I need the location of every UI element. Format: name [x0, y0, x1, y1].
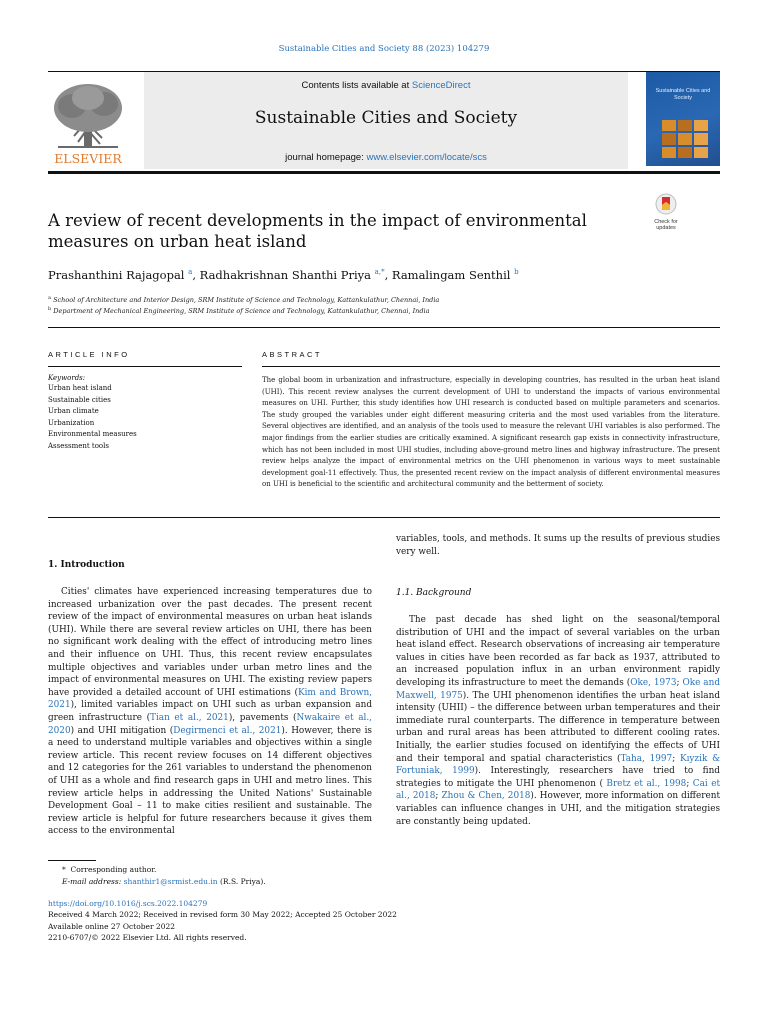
online-date: Available online 27 October 2022	[48, 921, 176, 931]
keywords-label: Keywords:	[48, 374, 86, 382]
elsevier-logo	[48, 78, 128, 166]
citation-link[interactable]: Cai et al., 2018	[396, 778, 721, 802]
citation-link[interactable]: Nwakaire et al., 2020	[48, 712, 372, 736]
doi-link[interactable]: https://doi.org/10.1016/j.scs.2022.104279	[48, 899, 208, 908]
running-head: Sustainable Cities and Society 88 (2023) 104279	[278, 44, 490, 54]
article-info-heading: ARTICLE INFO	[48, 350, 130, 359]
cover-title: Sustainable Cities and Society	[655, 88, 711, 101]
crossmark-icon	[655, 193, 677, 215]
abstract-rule	[262, 366, 720, 367]
email-label: E-mail address:	[62, 877, 122, 887]
citation-link[interactable]: Zhou & Chen, 2018	[441, 791, 531, 802]
copyright-line: 2210-6707/© 2022 Elsevier Ltd. All rights reserved.	[48, 932, 247, 942]
background-paragraph: The past decade has shed light on the seasonal/temporal distribution of UHI and the impact of several variables on the urban heat island effect. Research observations of increasing air temperature values in cities have been recorded as far back as 1937, attributed to an increased population influx in an urban environment rapidly developing its infrastructure to meet the demands (Oke, 1973; Oke and Maxwell, 1975). The UHI phenomenon identifies the urban heat island intensity (UHII) – the difference between urban temperatures and their immediate rural counterparts. The difference in temperature between urban and rural areas has been attributed to different cooling rates. Initially, the earlier studies focused on identifying the effects of UHI and their temporal and spatial characteristics (Taha, 1997; Kıyzik & Fortuniak, 1999). Interestingly, researchers have tried to find strategies to mitigate the UHI phenomenon ( Bretz et al., 1998; Cai et al., 2018; Zhou & Chen, 2018). However, more information on different variables can influence changes in UHI, and the mitigation strategies are constantly being updated.	[396, 615, 721, 827]
keyword-item: Environmental measures	[48, 430, 137, 439]
article-metadata	[48, 898, 397, 943]
abstract-heading: ABSTRACT	[262, 350, 323, 359]
citation-link[interactable]: Degirmenci et al., 2021	[173, 725, 282, 736]
author-affiliation-mark[interactable]: a	[188, 268, 193, 277]
keyword-item: Assessment tools	[48, 441, 109, 450]
citation-link[interactable]: Oke and Maxwell, 1975	[396, 677, 720, 701]
citation-link[interactable]: Oke, 1973	[630, 677, 677, 688]
journal-title: Sustainable Cities and Society	[254, 108, 518, 128]
author-name[interactable]: Prashanthini Rajagopal	[48, 268, 185, 282]
crossmark-line1: Check for	[654, 219, 678, 225]
keyword-item: Urbanization	[48, 418, 95, 427]
citation-link[interactable]: Taha, 1997	[620, 753, 673, 764]
author-email-link[interactable]: shanthir1@srmist.edu.in	[123, 877, 218, 887]
affiliation-a	[48, 295, 688, 304]
keyword-item: Urban climate	[48, 407, 99, 416]
introduction-paragraph: Cities' climates have experienced increasing temperatures due to increased urbanization over the past decades. The present recent review of the impact of environmental measures on urban heat islands (UHI). While there are several review articles on UHI, there has been no significant work dealing with the effect of introducing metro lines and their influence on UHI. Thus, this recent review encapsulates multiple objectives and variables under urban metro lines and the impact of environmental measures on UHI. The existing review papers have provided a detailed account of UHI estimations (Kim and Brown, 2021), limited variables impact on UHI such as urban expansion and green infrastructure (Tian et al., 2021), pavements (Nwakaire et al., 2020) and UHI mitigation (Degirmenci et al., 2021). However, there is a need to understand multiple variables and objectives within a single review article. This recent review focuses on 14 different objectives and 12 categories for the 261 variables to understand the phenomenon of UHI as a whole and find research gaps in UHI and metro lines. This review article helps in addressing the United Nations' Sustainable Development Goal – 11 to make cities resilient and sustainable. The review article is helpful for future researchers because it gives them access to the environmental	[48, 587, 372, 837]
keyword-item: Sustainable cities	[48, 395, 111, 404]
check-for-updates-badge[interactable]	[648, 193, 684, 229]
info-rule	[48, 366, 242, 367]
citation-link[interactable]: Kim and Brown, 2021	[48, 687, 372, 711]
affiliation-text: School of Architecture and Interior Design, SRM Institute of Science and Technology, Kattankulathur, Chennai, India	[53, 296, 440, 305]
info-rule-top	[48, 327, 720, 328]
section-title-introduction: 1. Introduction	[48, 560, 125, 570]
corresponding-mark: *	[62, 865, 66, 874]
journal-cover-image[interactable]	[646, 72, 720, 166]
homepage-line	[144, 152, 628, 163]
keyword-item: Urban heat island	[48, 384, 112, 392]
masthead-rule	[48, 171, 720, 174]
citation-link[interactable]: Tian et al., 2021	[150, 712, 229, 723]
abstract-rule-bottom	[48, 517, 720, 518]
abstract-text: The global boom in urbanization and infrastructure, especially in developing countries, has resulted in the urban heat island (UHI). This recent review analyses the current development of UHI to understand the impacts of various environmental measures on UHI. Further, this study identifies how UHI research is conducted based on multiple parameters and scenarios. The study grouped the variables under eight different measuring criteria and the most used variables from the literature. Several objectives are identified, and an analysis of the tools used to measure the relevant UHI variables is also performed. The major findings from the earlier studies are critically examined. A significant research gap exists in connectivity infrastructure, which has not been included in most UHI studies, including above-ground metro lines and highway infrastructure. The present review helps analyze the impact of environmental metrics on the UHI phenomenon in various ways to meet sustainable development goal-11 effectively. Thus, the presented recent review on the impact analysis of different environmental measures on UHI is beneficial to the scientific and architectural community and the betterment of society.	[262, 376, 720, 489]
elsevier-wordmark: ELSEVIER	[54, 151, 122, 166]
citation-link[interactable]: Bretz et al., 1998	[606, 778, 687, 789]
contents-prefix: Contents lists available at	[301, 80, 412, 91]
sciencedirect-link[interactable]: ScienceDirect	[411, 80, 471, 91]
email-suffix: (R.S. Priya).	[217, 877, 266, 887]
elsevier-tree-icon	[48, 78, 128, 166]
footnotes	[48, 864, 266, 889]
right-column-continuation: variables, tools, and methods. It sums up the results of previous studies very well.	[396, 534, 720, 557]
keyword-list	[48, 383, 137, 453]
author-name[interactable]: Ramalingam Senthil	[391, 268, 511, 282]
affiliation-mark: b	[48, 306, 52, 312]
author-name[interactable]: Radhakrishnan Shanthi Priya	[199, 268, 372, 282]
author-affiliation-mark[interactable]: b	[514, 268, 519, 277]
citation-link[interactable]: Kıyzik & Fortuniak, 1999	[396, 753, 720, 777]
homepage-prefix: journal homepage:	[285, 152, 367, 163]
affiliation-b	[48, 306, 688, 315]
footnote-rule	[48, 860, 96, 861]
author-affiliation-mark[interactable]: a,*	[374, 268, 385, 277]
author-list: Prashanthini Rajagopal $^a$, Radhakrishnan Shanthi Priya $^{a,*}$, Ramalingam Senthil $^b$	[48, 268, 519, 282]
journal-homepage-link[interactable]: www.elsevier.com/locate/scs	[366, 152, 487, 163]
received-dates: Received 4 March 2022; Received in revised form 30 May 2022; Accepted 25 October 2022	[48, 910, 397, 920]
subsection-title-background: 1.1. Background	[396, 588, 472, 598]
contents-line	[144, 80, 628, 91]
corresponding-author-note: Corresponding author.	[70, 865, 157, 874]
cover-mosaic	[662, 120, 708, 158]
affiliation-text: Department of Mechanical Engineering, SRM Institute of Science and Technology, Kattankulathur, Chennai, India	[53, 307, 430, 316]
crossmark-line2: updates	[656, 225, 676, 231]
affiliation-mark: a	[48, 295, 51, 301]
article-title: A review of recent developments in the impact of environmental measures on urban heat island	[48, 211, 587, 251]
